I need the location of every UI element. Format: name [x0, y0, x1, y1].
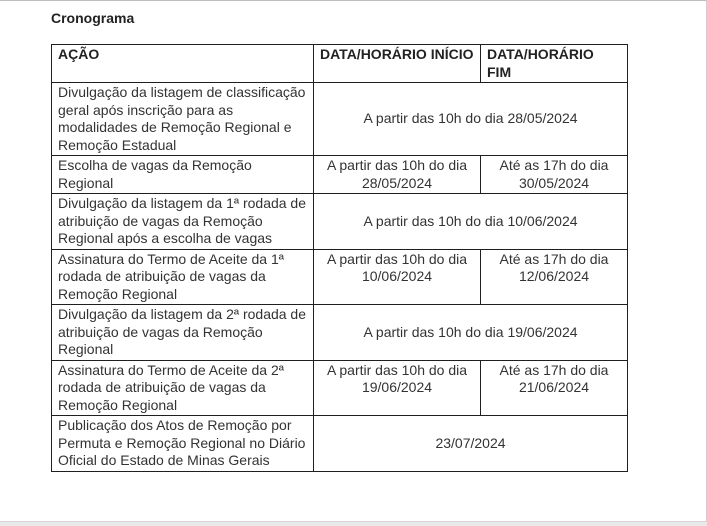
cell-start-date: A partir das 10h do dia 19/06/2024: [314, 360, 481, 416]
header-action: AÇÃO: [52, 45, 314, 83]
cell-merged-date: A partir das 10h do dia 19/06/2024: [314, 305, 628, 361]
cell-merged-date: 23/07/2024: [314, 416, 628, 472]
header-end-datetime: DATA/HORÁRIO FIM: [481, 45, 628, 83]
cell-merged-date: A partir das 10h do dia 10/06/2024: [314, 194, 628, 250]
cell-end-date: Até as 17h do dia 30/05/2024: [481, 156, 628, 194]
cell-action: Divulgação da listagem da 1ª rodada de atribuição de vagas da Remoção Regional após a escolha de vagas: [52, 194, 314, 250]
header-start-datetime: DATA/HORÁRIO INÍCIO: [314, 45, 481, 83]
page-title: Cronograma: [51, 10, 135, 26]
table-row: [52, 249, 628, 305]
table-row: [52, 156, 628, 194]
table-row: [52, 416, 628, 472]
cell-merged-date: A partir das 10h do dia 28/05/2024: [314, 83, 628, 156]
table-row: [52, 194, 628, 250]
cell-action: Publicação dos Atos de Remoção por Permuta e Remoção Regional no Diário Oficial do Estado de Minas Gerais: [52, 416, 314, 472]
cell-end-date: Até as 17h do dia 21/06/2024: [481, 360, 628, 416]
window-top-border: [0, 0, 707, 1]
table-row: [52, 305, 628, 361]
window-bottom-bar: [0, 521, 707, 526]
table-header-row: [52, 45, 628, 83]
cell-action: Assinatura do Termo de Aceite da 2ª rodada de atribuição de vagas da Remoção Regional: [52, 360, 314, 416]
table-row: [52, 83, 628, 156]
table-row: [52, 360, 628, 416]
cell-end-date: Até as 17h do dia 12/06/2024: [481, 249, 628, 305]
cell-start-date: A partir das 10h do dia 28/05/2024: [314, 156, 481, 194]
cell-action: Assinatura do Termo de Aceite da 1ª rodada de atribuição de vagas da Remoção Regional: [52, 249, 314, 305]
cell-action: Divulgação da listagem da 2ª rodada de atribuição de vagas da Remoção Regional: [52, 305, 314, 361]
cell-action: Divulgação da listagem de classificação geral após inscrição para as modalidades de Remoção Regional e Remoção Estadual: [52, 83, 314, 156]
cell-start-date: A partir das 10h do dia 10/06/2024: [314, 249, 481, 305]
cell-action: Escolha de vagas da Remoção Regional: [52, 156, 314, 194]
schedule-table: [51, 44, 628, 472]
